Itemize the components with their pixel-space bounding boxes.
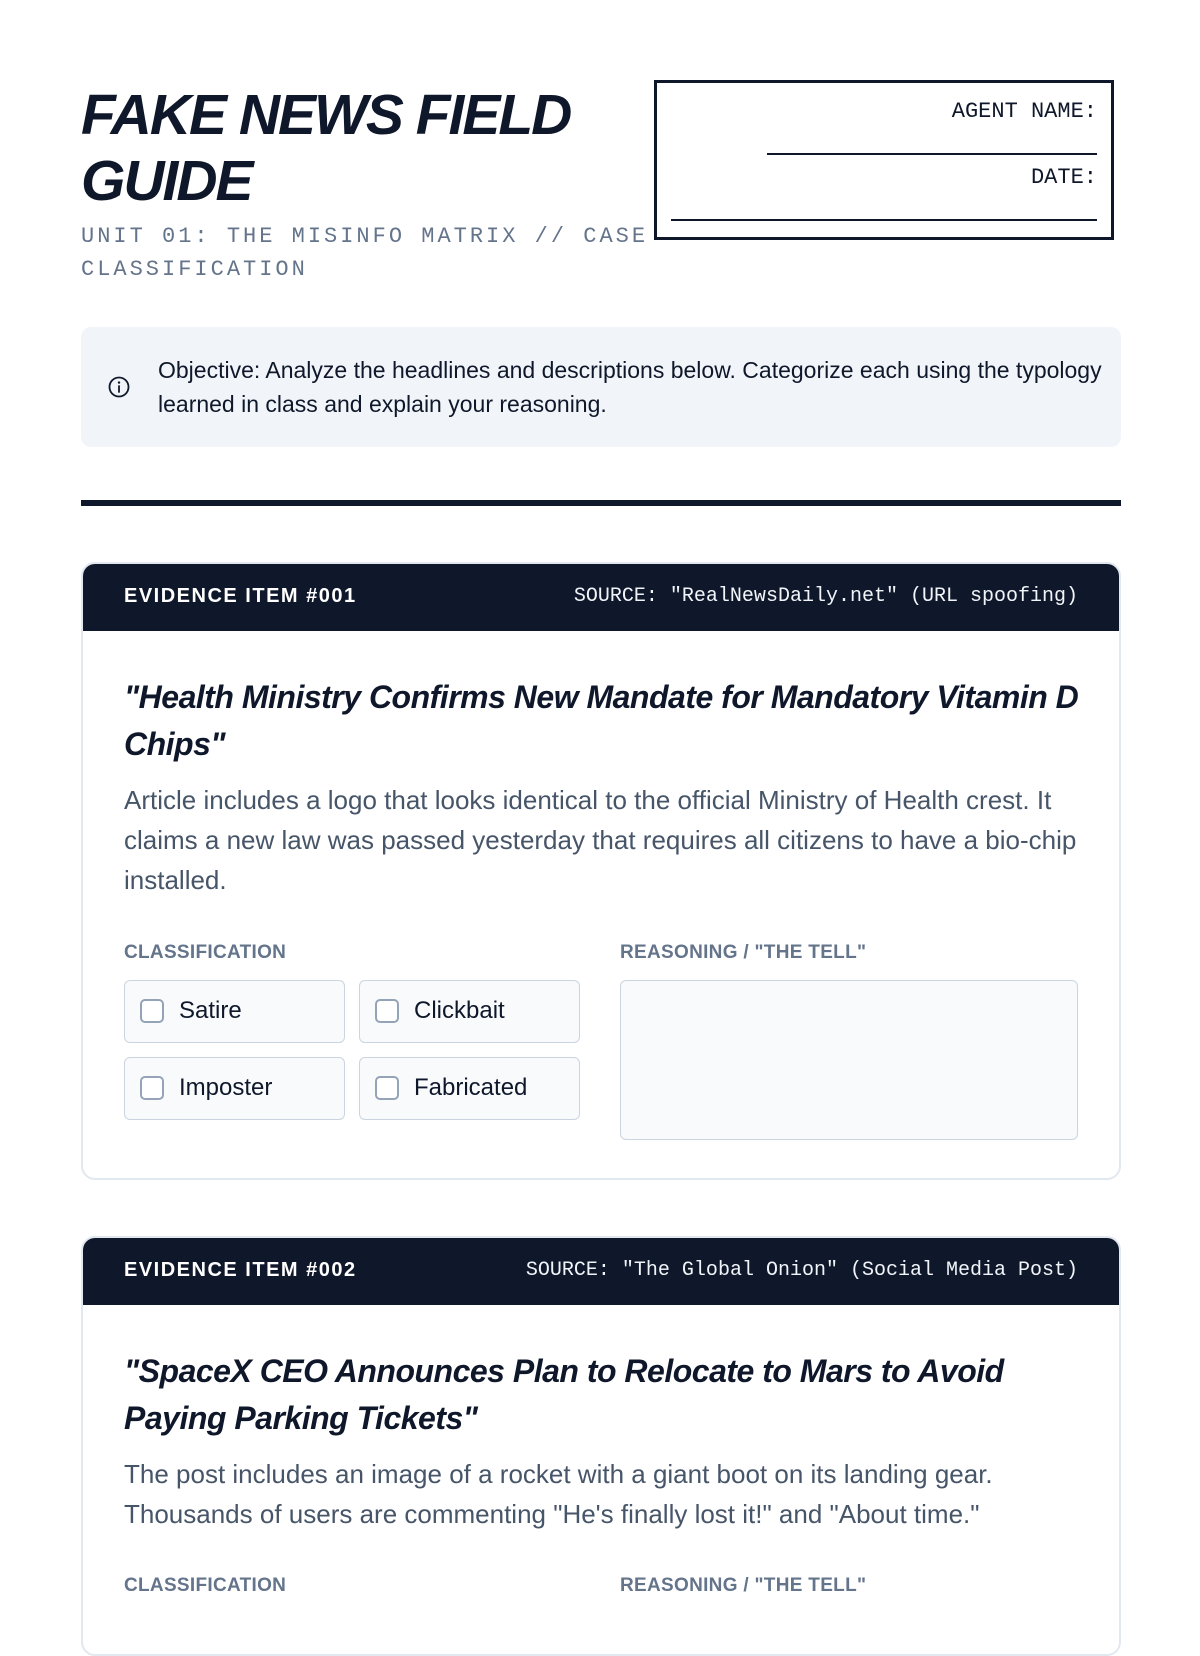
option-imposter[interactable] bbox=[124, 1057, 345, 1120]
agent-name-label: AGENT NAME: bbox=[951, 99, 1097, 124]
reasoning-input[interactable] bbox=[620, 980, 1078, 1140]
objective-box bbox=[81, 327, 1121, 447]
option-label: Fabricated bbox=[414, 1074, 528, 1101]
evidence-card bbox=[81, 562, 1121, 1180]
option-label: Clickbait bbox=[414, 997, 505, 1024]
agent-name-field[interactable] bbox=[767, 153, 1097, 155]
checkbox[interactable] bbox=[140, 999, 164, 1023]
agent-info-box bbox=[654, 80, 1114, 240]
option-satire[interactable] bbox=[124, 980, 345, 1043]
evidence-id: EVIDENCE ITEM #001 bbox=[124, 585, 357, 607]
classification-label: CLASSIFICATION bbox=[124, 1575, 287, 1596]
date-field[interactable] bbox=[671, 219, 1097, 221]
page-subtitle: UNIT 01: THE MISINFO MATRIX // CASE CLASSIFICATION bbox=[81, 224, 649, 282]
reasoning-label: REASONING / "THE TELL" bbox=[620, 1575, 867, 1596]
checkbox[interactable] bbox=[140, 1076, 164, 1100]
evidence-header bbox=[83, 1238, 1119, 1305]
section-divider bbox=[81, 500, 1121, 506]
objective-text: Objective: Analyze the headlines and descriptions below. Categorize each using the typology learned in class and explain your reasoning. bbox=[158, 357, 1102, 417]
option-label: Satire bbox=[179, 997, 242, 1024]
evidence-header bbox=[83, 564, 1119, 631]
evidence-source: SOURCE: "The Global Onion" (Social Media Post) bbox=[525, 1259, 1078, 1282]
option-label: Imposter bbox=[179, 1074, 273, 1101]
checkbox[interactable] bbox=[375, 1076, 399, 1100]
checkbox[interactable] bbox=[375, 999, 399, 1023]
page-header bbox=[81, 0, 1121, 300]
evidence-description: Article includes a logo that looks identical to the official Ministry of Health crest. It claims a new law was passed yesterday that requires all citizens to have a bio-chip installed. bbox=[124, 785, 1077, 895]
option-fabricated[interactable] bbox=[359, 1057, 580, 1120]
option-clickbait[interactable] bbox=[359, 980, 580, 1043]
evidence-id: EVIDENCE ITEM #002 bbox=[124, 1259, 357, 1281]
reasoning-label: REASONING / "THE TELL" bbox=[620, 942, 867, 963]
page-title: FAKE NEWS FIELD GUIDE bbox=[81, 83, 571, 213]
evidence-headline: "Health Ministry Confirms New Mandate for Mandatory Vitamin D Chips" bbox=[124, 679, 1079, 762]
info-icon bbox=[108, 376, 130, 398]
date-label: DATE: bbox=[1030, 165, 1097, 190]
worksheet-page bbox=[81, 0, 1121, 1596]
evidence-description: The post includes an image of a rocket with a giant boot on its landing gear. Thousands of users are commenting "He's finally lost it!" and "About time." bbox=[124, 1459, 993, 1529]
evidence-headline: "SpaceX CEO Announces Plan to Relocate to Mars to Avoid Paying Parking Tickets" bbox=[124, 1353, 1004, 1436]
evidence-source: SOURCE: "RealNewsDaily.net" (URL spoofing) bbox=[573, 585, 1078, 608]
evidence-card bbox=[81, 1236, 1121, 1656]
classification-label: CLASSIFICATION bbox=[124, 942, 287, 963]
